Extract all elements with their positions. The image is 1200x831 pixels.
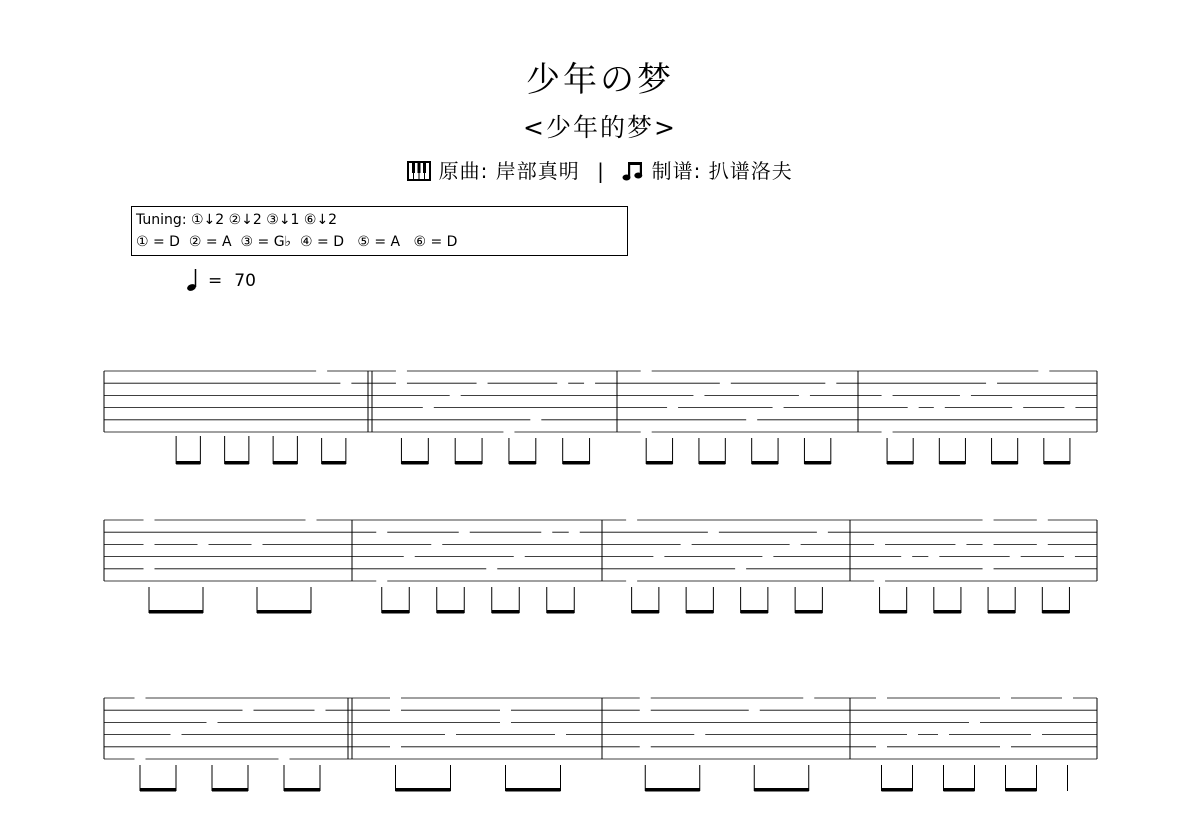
fret-mask: [555, 728, 566, 741]
fret-mask: [641, 364, 652, 377]
fret-mask: [316, 364, 327, 377]
eighth-beam: [699, 461, 725, 465]
fret-mask: [928, 550, 939, 563]
eighth-beam: [506, 788, 561, 792]
eighth-beam: [804, 461, 830, 465]
fret-mask: [243, 703, 254, 716]
fret-mask: [252, 537, 263, 550]
fret-mask: [708, 525, 719, 538]
eighth-beam: [176, 461, 200, 465]
eighth-beam: [880, 610, 907, 614]
eighth-beam: [988, 610, 1015, 614]
fret-mask: [390, 691, 401, 704]
fret-mask: [938, 728, 949, 741]
arranger-name: 扒谱洛夫: [708, 159, 793, 183]
page-title: 少年の梦: [526, 60, 674, 100]
eighth-beam: [934, 610, 961, 614]
fret-mask: [653, 550, 664, 563]
fret-mask: [1031, 728, 1042, 741]
fret-mask: [1037, 537, 1048, 550]
eighth-beam: [632, 610, 659, 614]
fret-mask: [882, 388, 893, 401]
fret-mask: [390, 740, 401, 753]
fret-mask: [694, 728, 705, 741]
eighth-beam: [741, 610, 768, 614]
eighth-beam: [944, 788, 975, 792]
fret-mask: [762, 550, 773, 563]
eighth-beam: [992, 461, 1018, 465]
fret-mask: [626, 574, 637, 587]
eighth-beam: [382, 610, 410, 614]
eighth-beam: [140, 788, 176, 792]
tempo-equals: =: [208, 271, 223, 291]
fret-mask: [681, 537, 692, 550]
credits-separator: |: [597, 159, 605, 183]
fret-mask: [876, 691, 887, 704]
fret-mask: [1064, 550, 1075, 563]
fret-mask: [396, 364, 407, 377]
fret-mask: [626, 513, 637, 526]
eighth-beam: [686, 610, 713, 614]
fret-mask: [514, 550, 525, 563]
fret-mask: [477, 376, 488, 389]
fret-mask: [803, 691, 814, 704]
eighth-beam: [646, 461, 672, 465]
tuning-notes: ① = D ② = A ③ = G♭ ④ = D ⑤ = A ⑥ = D: [136, 234, 458, 250]
fret-mask: [340, 376, 351, 389]
fret-mask: [746, 413, 757, 426]
fret-mask: [390, 703, 401, 716]
eighth-beam: [509, 461, 536, 465]
fret-mask: [876, 740, 887, 753]
fret-mask: [500, 715, 511, 728]
tuning-strings: Tuning: ①↓2 ②↓2 ③↓1 ⑥↓2: [136, 212, 338, 228]
fret-mask: [423, 401, 434, 414]
eighth-beam: [645, 788, 700, 792]
fret-mask: [874, 537, 885, 550]
fret-mask: [541, 525, 552, 538]
fret-mask: [1012, 401, 1023, 414]
fret-mask: [983, 537, 994, 550]
eighth-beam: [149, 610, 203, 614]
composer-name: 岸部真明: [495, 159, 580, 183]
eighth-beam: [795, 610, 822, 614]
fret-mask: [817, 525, 828, 538]
fret-mask: [450, 388, 461, 401]
eighth-beam: [882, 788, 913, 792]
fret-mask: [486, 562, 497, 575]
eighth-beam: [273, 461, 297, 465]
eighth-beam: [887, 461, 913, 465]
fret-mask: [908, 401, 919, 414]
fret-mask: [874, 574, 885, 587]
fret-mask: [773, 401, 784, 414]
fret-mask: [640, 740, 651, 753]
fret-mask: [790, 537, 801, 550]
fret-mask: [569, 525, 580, 538]
page-subtitle: <少年的梦>: [523, 113, 677, 142]
fret-mask: [640, 703, 651, 716]
fret-mask: [144, 562, 155, 575]
eighth-beam: [547, 610, 575, 614]
fret-mask: [557, 376, 568, 389]
eighth-beam: [396, 788, 451, 792]
fret-mask: [1038, 364, 1049, 377]
fret-mask: [693, 388, 704, 401]
fret-mask: [986, 376, 997, 389]
fret-mask: [640, 691, 651, 704]
fret-mask: [641, 425, 652, 438]
fret-mask: [144, 513, 155, 526]
fret-mask: [135, 752, 146, 765]
fret-mask: [901, 550, 912, 563]
eighth-beam: [212, 788, 248, 792]
eighth-beam: [284, 788, 320, 792]
fret-mask: [735, 562, 746, 575]
fret-mask: [1000, 691, 1011, 704]
fret-mask: [306, 513, 317, 526]
fret-mask: [171, 728, 182, 741]
eighth-beam: [455, 461, 482, 465]
fret-mask: [144, 537, 155, 550]
eighth-beam: [939, 461, 965, 465]
fret-mask: [799, 388, 810, 401]
eighth-beam: [225, 461, 249, 465]
fret-mask: [431, 537, 442, 550]
fret-mask: [934, 401, 945, 414]
eighth-beam: [1006, 788, 1037, 792]
eighth-beam: [401, 461, 428, 465]
fret-mask: [135, 691, 146, 704]
fret-mask: [825, 376, 836, 389]
fret-mask: [445, 728, 456, 741]
composer-label: 原曲:: [438, 159, 489, 183]
fret-mask: [1064, 401, 1075, 414]
fret-mask: [279, 752, 290, 765]
fret-mask: [907, 728, 918, 741]
fret-mask: [1062, 691, 1073, 704]
fret-mask: [1037, 513, 1048, 526]
fret-mask: [749, 703, 760, 716]
fret-mask: [396, 376, 407, 389]
fret-mask: [1010, 550, 1021, 563]
fret-mask: [720, 376, 731, 389]
fret-mask: [983, 513, 994, 526]
eighth-beam: [754, 788, 809, 792]
fret-mask: [459, 525, 470, 538]
eighth-beam: [492, 610, 520, 614]
fret-mask: [584, 376, 595, 389]
fret-mask: [376, 525, 387, 538]
tempo-bpm: 70: [234, 271, 256, 291]
fret-mask: [315, 703, 326, 716]
fret-mask: [376, 574, 387, 587]
fret-mask: [198, 537, 209, 550]
eighth-beam: [563, 461, 590, 465]
fret-mask: [1000, 740, 1011, 753]
fret-mask: [969, 715, 980, 728]
fret-mask: [882, 425, 893, 438]
arranger-label: 制谱:: [651, 159, 702, 183]
eighth-beam: [437, 610, 465, 614]
eighth-beam: [1042, 610, 1069, 614]
fret-mask: [500, 703, 511, 716]
fret-mask: [960, 388, 971, 401]
fret-mask: [667, 401, 678, 414]
fret-mask: [530, 413, 541, 426]
eighth-beam: [257, 610, 311, 614]
fret-mask: [207, 715, 218, 728]
fret-mask: [983, 562, 994, 575]
eighth-beam: [752, 461, 778, 465]
fret-mask: [404, 550, 415, 563]
fret-mask: [955, 537, 966, 550]
fret-mask: [503, 425, 514, 438]
eighth-beam: [322, 461, 346, 465]
eighth-beam: [1044, 461, 1070, 465]
